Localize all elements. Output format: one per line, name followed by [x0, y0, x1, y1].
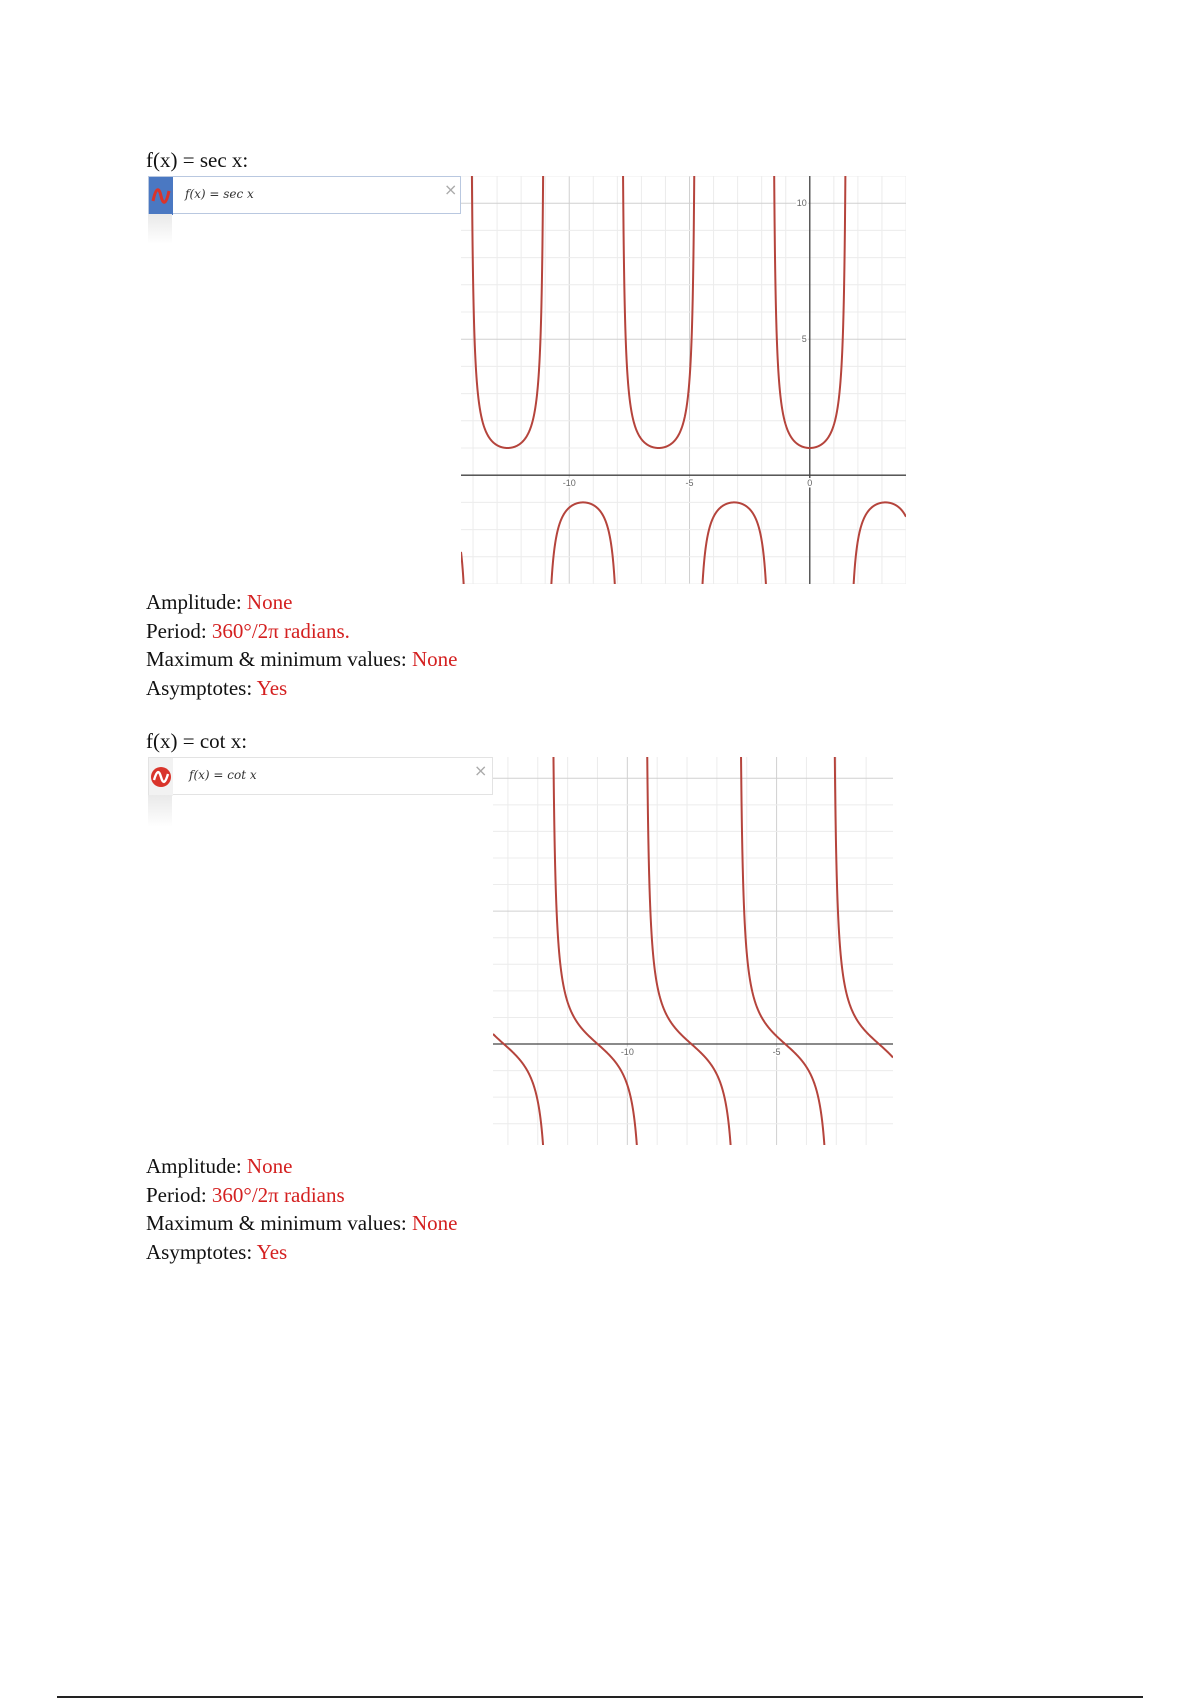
y-tick-label: 10 [796, 198, 807, 209]
cot-graph[interactable] [493, 757, 893, 1145]
expression-row-sec[interactable] [148, 176, 461, 214]
prop-asymptotes: Asymptotes: Yes [146, 675, 288, 700]
x-tick-label: 0 [807, 478, 813, 489]
section-heading-sec: f(x) = sec x: [146, 148, 249, 172]
prop-period: Period: 360°/2π radians [146, 1182, 345, 1207]
close-icon[interactable]: × [444, 180, 458, 199]
prop-max-min: Maximum & minimum values: None [146, 1211, 458, 1235]
graph-background [461, 176, 906, 584]
expression-panel-cot [148, 757, 493, 1145]
prop-amplitude: Amplitude: None [146, 1154, 293, 1178]
graph-wave-icon[interactable] [149, 177, 173, 215]
x-tick-label: -5 [685, 478, 694, 489]
expression-list-shadow [148, 795, 172, 827]
properties-cot [146, 1152, 458, 1266]
close-icon[interactable]: × [474, 761, 488, 780]
prop-period: Period: 360°/2π radians. [146, 618, 350, 643]
expression-row-cot[interactable] [148, 757, 493, 795]
expression-list-shadow [148, 214, 172, 244]
x-tick-label: -10 [562, 478, 576, 489]
x-tick-label: -10 [620, 1047, 634, 1058]
expression-text-sec[interactable]: f(x) = sec x [185, 187, 254, 201]
graph-wave-icon[interactable] [149, 758, 173, 796]
section-heading-cot: f(x) = cot x: [146, 729, 248, 753]
prop-amplitude: Amplitude: None [146, 590, 293, 614]
graph-background [493, 757, 893, 1145]
expression-panel-sec [148, 176, 461, 584]
x-tick-label: -5 [772, 1047, 781, 1058]
sec-graph[interactable] [461, 176, 906, 584]
expression-text-cot[interactable]: f(x) = cot x [189, 768, 257, 782]
y-tick-label: 5 [801, 334, 807, 345]
page-bottom-rule [57, 1696, 1143, 1698]
prop-asymptotes: Asymptotes: Yes [146, 1239, 288, 1264]
properties-sec [146, 588, 458, 702]
prop-max-min: Maximum & minimum values: None [146, 647, 458, 671]
